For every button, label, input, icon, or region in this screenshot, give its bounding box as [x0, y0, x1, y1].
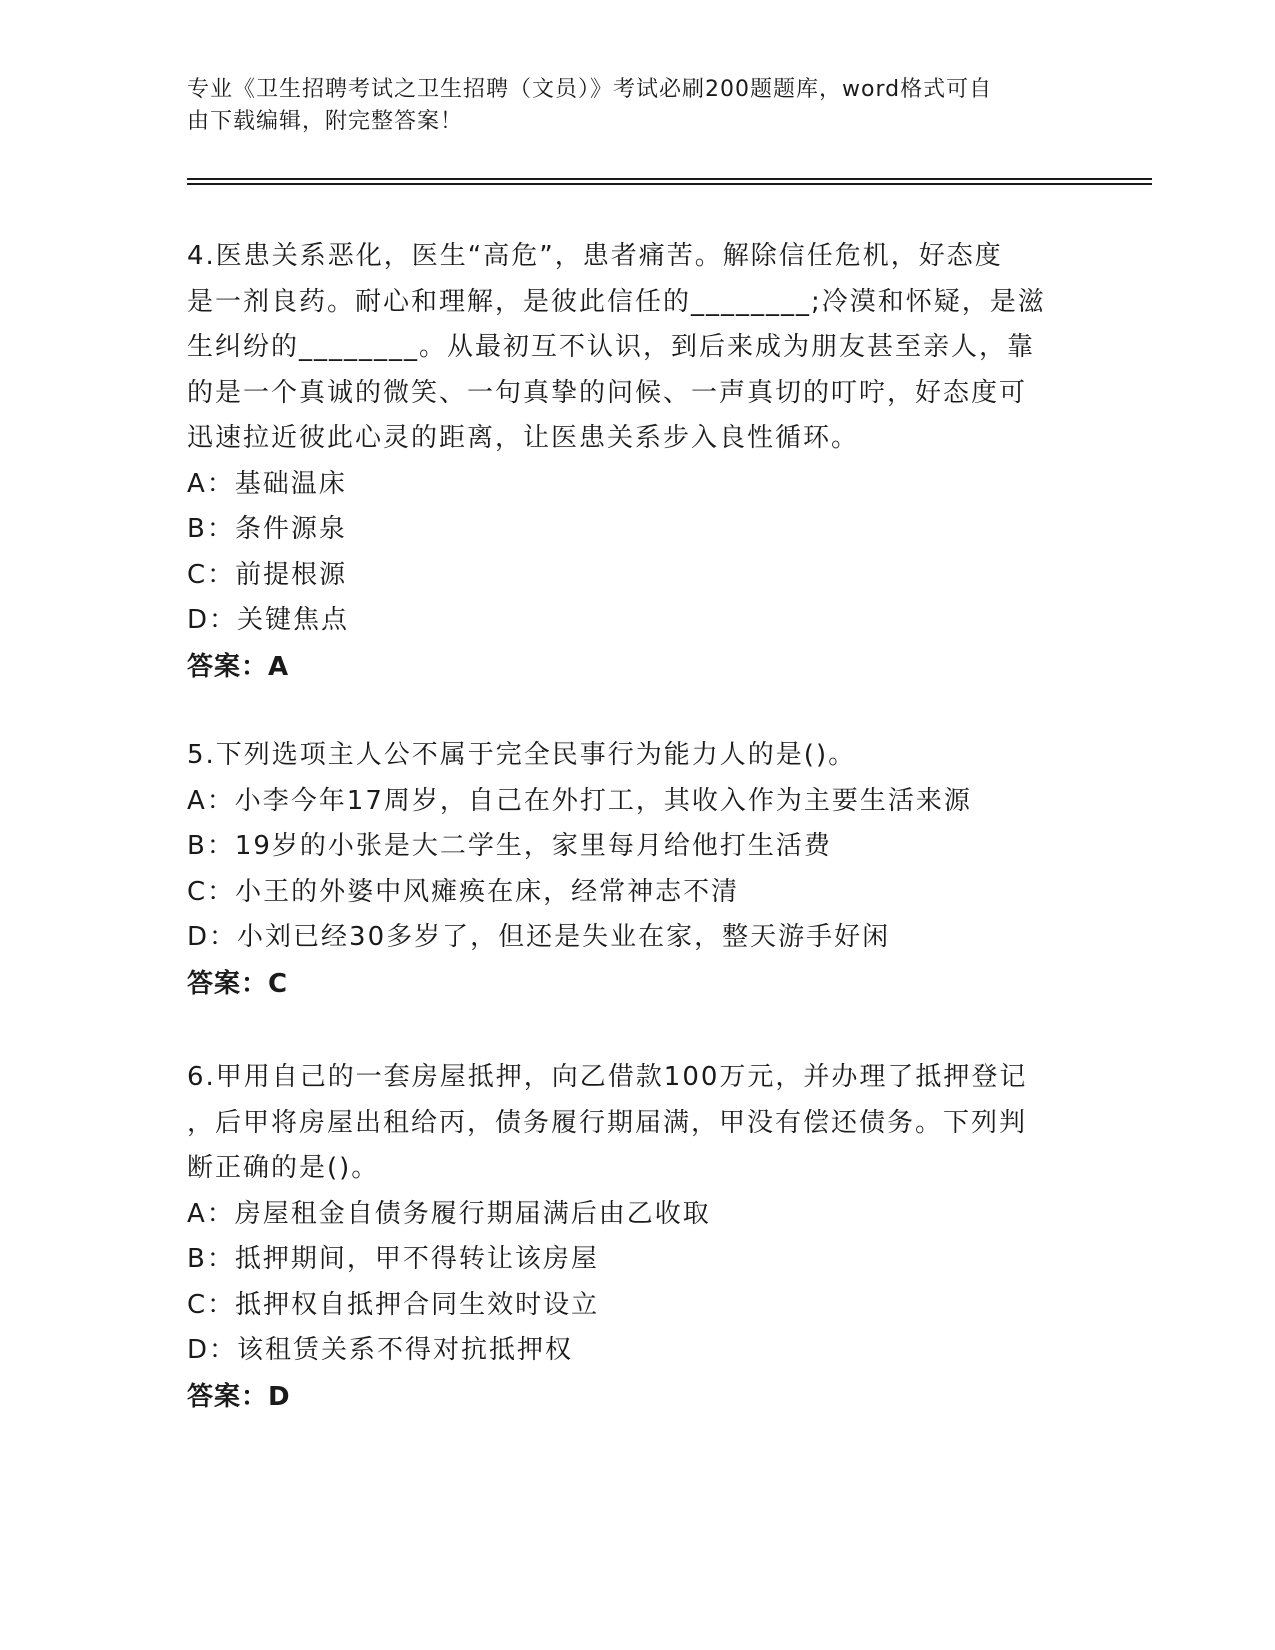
question-stem-line: 6.甲用自己的一套房屋抵押，向乙借款100万元，并办理了抵押登记 [187, 1062, 1028, 1092]
answer: 答案：C [187, 968, 289, 999]
option-b: B：抵押期间，甲不得转让该房屋 [187, 1244, 599, 1274]
answer: 答案：D [187, 1381, 291, 1412]
question-stem-line: 断正确的是()。 [187, 1153, 380, 1183]
question-stem-line: ，后甲将房屋出租给丙，债务履行期届满，甲没有偿还债务。下列判 [187, 1107, 1028, 1138]
option-c: C：小王的外婆中风瘫痪在床，经常神志不清 [187, 876, 740, 907]
question-stem-line: 迅速拉近彼此心灵的距离，让医患关系步入良性循环。 [187, 423, 860, 453]
question-5 [187, 733, 1067, 1007]
question-6 [187, 1055, 1067, 1420]
question-4 [187, 234, 1067, 690]
question-stem-line: 5.下列选项主人公不属于完全民事行为能力人的是()。 [187, 740, 857, 770]
option-c: C：抵押权自抵押合同生效时设立 [187, 1289, 600, 1320]
option-c: C：前提根源 [187, 559, 348, 590]
header-line-2: 由下载编辑，附完整答案！ [187, 109, 464, 134]
question-stem-line: 4.医患关系恶化，医生“高危”，患者痛苦。解除信任危机，好态度 [187, 241, 1003, 271]
option-b: B：条件源泉 [187, 514, 347, 544]
header-line-1: 专业《卫生招聘考试之卫生招聘（文员）》考试必刷200题题库，word格式可自 [187, 77, 993, 102]
header-divider-bottom [187, 183, 1152, 185]
question-stem-line: 是一剂良药。耐心和理解，是彼此信任的________;冷漠和怀疑，是滋 [187, 286, 1046, 317]
header-divider-top [187, 178, 1152, 180]
option-d: D：关键焦点 [187, 605, 350, 635]
option-a: A：小李今年17周岁，自己在外打工，其收入作为主要生活来源 [187, 785, 972, 816]
option-a: A：房屋租金自债务履行期届满后由乙收取 [187, 1198, 711, 1229]
option-a: A：基础温床 [187, 468, 347, 499]
question-stem-line: 的是一个真诚的微笑、一句真挚的问候、一声真切的叮咛，好态度可 [187, 377, 1028, 408]
option-d: D：该租赁关系不得对抗抵押权 [187, 1335, 574, 1365]
option-d: D：小刘已经30多岁了，但还是失业在家，整天游手好闲 [187, 922, 891, 952]
answer: 答案：A [187, 651, 290, 682]
option-b: B：19岁的小张是大二学生，家里每月给他打生活费 [187, 831, 832, 861]
document-header [187, 74, 1067, 138]
question-stem-line: 生纠纷的________。从最初互不认识，到后来成为朋友甚至亲人，靠 [187, 332, 1036, 362]
